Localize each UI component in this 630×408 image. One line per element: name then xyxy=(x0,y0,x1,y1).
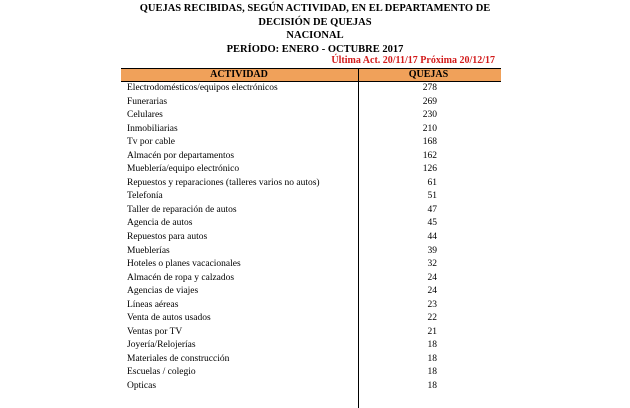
table-row xyxy=(121,123,501,137)
table-row xyxy=(121,299,501,313)
table-row xyxy=(121,353,501,367)
complaints-count-cell: 24 xyxy=(427,272,437,283)
activity-cell: Líneas aéreas xyxy=(127,299,179,310)
table-header xyxy=(121,68,501,82)
complaints-count-cell: 24 xyxy=(427,286,437,297)
table-row xyxy=(121,339,501,353)
activity-cell: Repuestos para autos xyxy=(127,232,208,243)
activity-cell: Mueblerías xyxy=(127,245,170,256)
activity-cell: Opticas xyxy=(127,381,157,392)
activity-cell: Tv por cable xyxy=(127,137,176,148)
complaints-count-cell: 18 xyxy=(427,340,437,351)
complaints-count-cell: 162 xyxy=(422,150,437,161)
complaints-count-cell: 44 xyxy=(427,232,437,243)
table-row xyxy=(121,312,501,326)
activity-cell: Joyería/Relojerías xyxy=(127,340,196,351)
table-row xyxy=(121,136,501,150)
complaints-count-cell: 18 xyxy=(427,381,437,392)
report-title xyxy=(120,2,510,56)
activity-cell: Electrodomésticos/equipos electrónicos xyxy=(127,83,278,93)
table-row xyxy=(121,245,501,259)
update-note: Última Act. 20/11/17 Próxima 20/12/17 xyxy=(331,55,495,66)
activity-cell: Mueblería/equipo electrónico xyxy=(127,164,240,175)
complaints-count-cell: 21 xyxy=(427,326,437,337)
title-line-4: PERÍODO: ENERO - OCTUBRE 2017 xyxy=(226,43,404,55)
activity-cell: Repuestos y reparaciones (talleres varios no autos) xyxy=(127,177,320,188)
complaints-count-cell: 47 xyxy=(427,204,437,215)
column-header-complaints: QUEJAS xyxy=(408,69,449,80)
activity-cell: Materiales de construcción xyxy=(127,353,230,364)
table-row xyxy=(121,231,501,245)
complaints-count-cell: 32 xyxy=(427,259,437,270)
complaints-count-cell: 39 xyxy=(427,245,437,256)
table-row xyxy=(121,326,501,340)
activity-cell: Hoteles o planes vacacionales xyxy=(127,259,241,270)
table-row xyxy=(121,366,501,380)
table-row xyxy=(121,285,501,299)
complaints-count-cell: 126 xyxy=(422,164,437,175)
table-row xyxy=(121,272,501,286)
complaints-count-cell: 61 xyxy=(427,177,437,188)
complaints-count-cell: 168 xyxy=(422,137,437,148)
table-row xyxy=(121,150,501,164)
complaints-count-cell: 51 xyxy=(427,191,437,202)
activity-cell: Funerarias xyxy=(127,96,168,107)
complaints-count-cell: 278 xyxy=(422,83,437,93)
activity-cell: Escuelas / colegio xyxy=(127,367,196,378)
activity-cell: Almacén de ropa y calzados xyxy=(127,272,235,283)
activity-cell: Taller de reparación de autos xyxy=(127,204,237,215)
activity-cell: Ventas por TV xyxy=(127,326,183,337)
table-row xyxy=(121,258,501,272)
column-header-activity: ACTIVIDAD xyxy=(210,69,268,80)
activity-cell: Agencia de autos xyxy=(127,218,193,229)
table-row xyxy=(121,109,501,123)
table-row xyxy=(121,96,501,110)
activity-cell: Agencias de viajes xyxy=(127,286,199,297)
table-row xyxy=(121,217,501,231)
activity-cell: Inmobiliarias xyxy=(127,123,178,134)
activity-cell: Celulares xyxy=(127,110,163,121)
complaints-count-cell: 210 xyxy=(422,123,437,134)
complaints-count-cell: 23 xyxy=(427,299,437,310)
complaints-count-cell: 22 xyxy=(427,313,437,324)
complaints-count-cell: 18 xyxy=(427,367,437,378)
title-line-3: NACIONAL xyxy=(286,30,344,41)
table-row xyxy=(121,177,501,191)
activity-cell: Almacén por departamentos xyxy=(127,150,235,161)
table-row xyxy=(121,190,501,204)
table-row xyxy=(121,204,501,218)
title-line-1: QUEJAS RECIBIDAS, SEGÚN ACTIVIDAD, EN EL DEPARTAMENTO DE xyxy=(139,3,491,14)
table-row xyxy=(121,163,501,177)
complaints-count-cell: 45 xyxy=(427,218,437,229)
complaints-table xyxy=(121,68,501,392)
table-body xyxy=(121,82,501,394)
table-row xyxy=(121,380,501,394)
complaints-count-cell: 269 xyxy=(422,96,437,107)
table-row xyxy=(121,82,501,96)
title-line-2: DECISIÓN DE QUEJAS xyxy=(258,16,372,28)
activity-cell: Venta de autos usados xyxy=(127,313,211,324)
complaints-count-cell: 230 xyxy=(422,110,437,121)
activity-cell: Telefonía xyxy=(127,191,163,202)
complaints-count-cell: 18 xyxy=(427,353,437,364)
